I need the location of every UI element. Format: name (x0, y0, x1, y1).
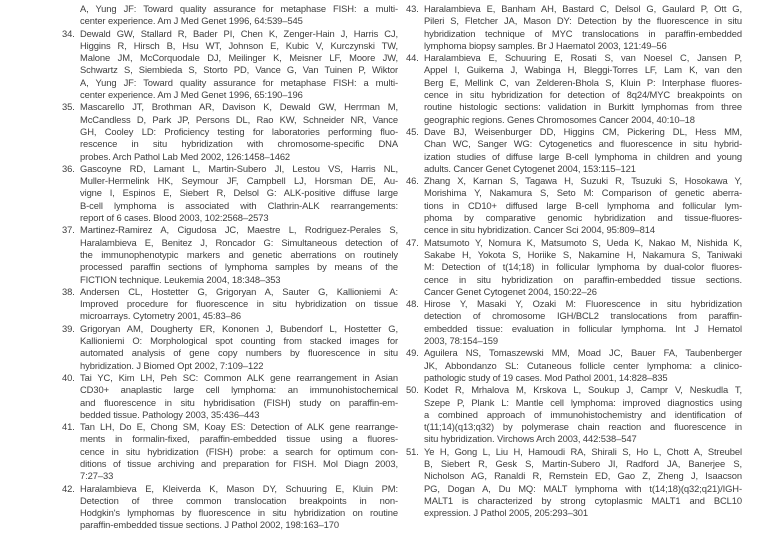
reference-line: 7:27–33 (80, 470, 114, 482)
reference-item (62, 372, 398, 421)
reference-line: geographic regions. Genes Chromosomes Cancer 2004, 40:10–18 (424, 113, 695, 125)
reference-line: center experience. Am J Med Genet 1996, 65:190–196 (80, 89, 303, 101)
reference-line: cence in situ hybridization for detection of 8q24/MYC breakpoints on (424, 89, 742, 101)
reference-line: Haralambieva E, Schuuring E, Rosati S, van Noesel C, Jansen P, (424, 52, 742, 64)
reference-line: Mascarello JT, Brothman AR, Davison K, Dewald GW, Herrman M, (80, 101, 398, 113)
reference-line: M: Detection of t(14;18) in follicular lymphoma by dual-color fluores- (424, 261, 742, 273)
reference-item (406, 347, 742, 384)
reference-line: Morishima Y, Nakamura S, Seto M: Comparison of genetic aberra- (424, 187, 742, 199)
reference-line: routine histologic sections: validation in Burkitt lymphomas from three (424, 101, 742, 113)
reference-line: FICTION technique. Leukemia 2004, 18:348–353 (80, 273, 281, 285)
reference-line: the immunophenotypic markers and genetic aberrations on routinely (80, 248, 398, 260)
reference-item (62, 224, 398, 285)
reference-line: ments in formalin-fixed, paraffin-embedded tissue using a fluores- (80, 433, 398, 445)
reference-line: cence in situ hybridization on paraffin-embedded tissue sections. (424, 273, 742, 285)
reference-item (406, 384, 742, 445)
reference-line: MALT1 is characterized by strong cytoplasmic MALT1 and BCL10 (424, 494, 742, 506)
reference-line: JK, Abbondanzo SL: Cutaneous follicle center lymphoma: a clinico- (424, 359, 742, 371)
reference-number: 36. (62, 162, 75, 174)
reference-line: Berg E, Mellink C, van Zelderen-Bhola S, Kluin P: Interphase fluores- (424, 76, 742, 88)
reference-line: automated analysis of gene copy numbers by fluorescence in situ (80, 347, 398, 359)
reference-line: t(11;14)(q13;q32) by polymerase chain reaction and fluorescence in (424, 421, 742, 433)
reference-line: Chan WC, Sanger WG: Cytogenetics and fluorescence in situ hybrid- (424, 138, 742, 150)
reference-line: cence in situ hybridization. Cancer Sci 2004, 95:809–814 (424, 224, 656, 236)
reference-number: 50. (406, 384, 419, 396)
reference-line: Grigoryan AM, Dougherty ER, Kononen J, Bubendorf L, Hostetter G, (80, 322, 398, 334)
reference-number: 38. (62, 285, 75, 297)
reference-line: report of 6 cases. Blood 2003, 102:2568–2573 (80, 212, 269, 224)
reference-line: vigne I, Espinos E, Siebert R, Delsol G: ALK-positive diffuse large (80, 187, 398, 199)
reference-number: 34. (62, 27, 75, 39)
reference-line: processed paraffin sections of lymphoma samples by means of the (80, 261, 398, 273)
reference-line: Haralambieva E, Kleiverda K, Mason DY, Schuuring E, Kluin PM: (80, 482, 398, 494)
reference-line: A, Yung JF: Toward quality assurance for metaphase FISH: a multi- (80, 76, 398, 88)
reference-number: 46. (406, 175, 419, 187)
reference-item (406, 3, 742, 52)
reference-number: 49. (406, 347, 419, 359)
reference-number: 41. (62, 421, 75, 433)
reference-item (406, 298, 742, 347)
reference-line: tions in CD10+ diffused large B-cell lymphoma and follicular lym- (424, 199, 742, 211)
reference-number: 37. (62, 224, 75, 236)
reference-line: A, Yung JF: Toward quality assurance for metaphase FISH: a multi- (80, 3, 398, 14)
references-column-left (62, 3, 398, 532)
reference-item (406, 126, 742, 175)
reference-line: Dave BJ, Weisenburger DD, Higgins CM, Pickering DL, Hess MM, (424, 125, 742, 137)
reference-line: Matsumoto Y, Nomura K, Matsumoto S, Ueda K, Nakao M, Nishida K, (424, 236, 742, 248)
reference-line: Aguilera NS, Tomaszewski MM, Moad JC, Bauer FA, Taubenberger (424, 347, 742, 359)
reference-number: 44. (406, 52, 419, 64)
reference-line: microarrays. Cytometry 2001, 45:83–86 (80, 310, 241, 322)
reference-line: Tai YC, Kim LH, Peh SC: Common ALK gene rearrangement in Asian (80, 371, 398, 383)
reference-line: hybridization technique of MYC translocations in paraffin-embedded (424, 27, 742, 39)
reference-line: Sakabe H, Yokota S, Horiike S, Nakamine H, Nakamura S, Taniwaki (424, 248, 742, 260)
reference-line: Andersen CL, Hostetter G, Grigoryan A, Sauter G, Kallioniemi A: (80, 285, 398, 297)
reference-item (406, 52, 742, 126)
reference-line: expression. J Pathol 2005, 205:293–301 (424, 507, 589, 519)
reference-number: 51. (406, 445, 419, 457)
reference-number: 35. (62, 101, 75, 113)
reference-line: Nicholson AG, Ranaldi R, Remstein ED, Gao Z, Zheng J, Isaacson (424, 470, 742, 482)
reference-number: 43. (406, 3, 419, 14)
reference-line: Szepe P, Plank L: Mantle cell lymphoma: improved diagnostics using (424, 396, 742, 408)
reference-line: phoma by comparative genomic hybridization and tissue-fluores- (424, 212, 742, 224)
reference-line: Kodet R, Mrhalova M, Krskova L, Soukup J, Campr V, Neskudla T, (424, 384, 742, 396)
reference-item (62, 286, 398, 323)
reference-number: 48. (406, 298, 419, 310)
reference-line: lymphoma biopsy samples. Br J Haematol 2003, 121:49–56 (424, 39, 667, 51)
reference-line: center experience. Am J Med Genet 1996, 64:539–545 (80, 15, 303, 27)
reference-line: detection of chromosome IGH/BCL2 translocations from paraffin- (424, 310, 742, 322)
reference-number: 40. (62, 371, 75, 383)
reference-line: Hirose Y, Masaki Y, Ozaki M: Fluorescence in situ hybridization (424, 298, 742, 310)
reference-line: GH, Cooley LD: Proficiency testing for laboratories performing fluo- (80, 125, 398, 137)
reference-line: Dewald GW, Stallard R, Bader PI, Chen K, Zenger-Hain J, Harris CJ, (80, 27, 398, 39)
reference-line: embedded tissue: evaluation in follicular lymphoma. Int J Hematol (424, 322, 742, 334)
reference-line: bedded tissue. Pathology 2003, 35:436–443 (80, 408, 260, 420)
reference-line: Zhang X, Karnan S, Tagawa H, Suzuki R, Tsuzuki S, Hosokawa Y, (424, 175, 742, 187)
reference-line: Schwartz S, Siembieda S, Storto PD, Vance G, Van Tuinen P, Wiktor (80, 64, 398, 76)
reference-item (406, 175, 742, 236)
reference-line: adults. Cancer Genet Cytogenet 2004, 153:115–121 (424, 162, 636, 174)
reference-line: Tan LH, Do E, Chong SM, Koay ES: Detection of ALK gene rearrange- (80, 421, 398, 433)
reference-item (62, 101, 398, 162)
reference-line: Appel I, Guikema J, Wabinga H, Bleggi-Torres LF, Lam K, van den (424, 64, 742, 76)
reference-item (62, 323, 398, 372)
reference-item (62, 3, 398, 28)
reference-line: Improved procedure for fluorescence in situ hybridization on tissue (80, 298, 398, 310)
reference-line: B, Siebert R, Gesk S, Martin-Subero JI, Radford JA, Banerjee S, (424, 457, 742, 469)
reference-line: Detection of three common translocation breakpoints in non- (80, 494, 398, 506)
reference-line: probes. Arch Pathol Lab Med 2002, 126:1458–1462 (80, 150, 291, 162)
reference-line: CD30+ anaplastic large cell lymphoma: an immunohistochemical (80, 384, 398, 396)
reference-number: 42. (62, 482, 75, 494)
reference-line: ditions of tissue archiving and preparation for FISH. Mol Diagn 2003, (80, 457, 398, 469)
reference-line: a combined approach of immunohistochemistry and identification of (424, 408, 742, 420)
reference-line: Haralambieva E, Benitez J, Roncador G: Simultaneous detection of (80, 236, 398, 248)
reference-item (62, 421, 398, 482)
reference-item (62, 163, 398, 224)
reference-line: B-cell lymphoma is associated with Clathrin-ALK rearrangements: (80, 199, 398, 211)
reference-line: and fluorescence in situ hybridisation (FISH) study on paraffin-em- (80, 396, 398, 408)
reference-line: Malone JM, McCorquodale DJ, Meilinger K, Meisner LF, Moore JW, (80, 52, 398, 64)
reference-number: 45. (406, 125, 419, 137)
reference-line: Haralambieva E, Banham AH, Bastard C, Delsol G, Gaulard P, Ott G, (424, 3, 742, 14)
reference-line: pathologic study of 19 cases. Mod Pathol 2001, 14:828–835 (424, 371, 668, 383)
reference-line: paraffin-embedded tissue sections. J Pathol 2002, 198:163–170 (80, 519, 340, 531)
reference-line: Higgins R, Hirsch B, Hsu WT, Johnson E, Kubic V, Kurczynski TW, (80, 39, 398, 51)
reference-line: Pileri S, Fletcher JA, Mason DY: Detection by the fluorescence in situ (424, 15, 742, 27)
reference-line: situ hybridization. Virchows Arch 2003, 442:538–547 (424, 433, 637, 445)
reference-number: 47. (406, 236, 419, 248)
reference-line: PG, Dogan A, Du MQ: MALT lymphoma with t(14;18)(q32;q21)/IGH- (424, 482, 742, 494)
reference-line: 2003, 78:154–159 (424, 335, 498, 347)
reference-line: Cancer Genet Cytogenet 2004, 150:22–26 (424, 285, 597, 297)
reference-item (62, 28, 398, 102)
reference-line: Gascoyne RD, Lamant L, Martin-Subero JI, Lestou VS, Harris NL, (80, 162, 398, 174)
reference-line: McCandless D, Park JP, Persons DL, Rao KW, Schneider NR, Vance (80, 113, 398, 125)
reference-line: ization studies of diffuse large B-cell lymphoma in children and young (424, 150, 742, 162)
reference-line: Martinez-Ramirez A, Cigudosa JC, Maestre L, Rodriguez-Perales S, (80, 224, 398, 236)
reference-line: Ye H, Gong L, Liu H, Hamoudi RA, Shirali S, Ho L, Chott A, Streubel (424, 445, 742, 457)
reference-item (62, 483, 398, 532)
reference-line: cence in situ hybridization (FISH) probe: a search for optimum con- (80, 445, 398, 457)
reference-line: rescence in situ hybridization with chromosome-specific DNA (80, 138, 398, 150)
reference-line: Kallioniemi O: Morphological spot counting from stacked images for (80, 335, 398, 347)
reference-line: Muller-Hermelink HK, Seymour JF, Campbell LJ, Horsman DE, Au- (80, 175, 398, 187)
reference-item (406, 237, 742, 298)
reference-number: 39. (62, 322, 75, 334)
reference-line: Hodgkin's lymphomas by fluorescence in situ hybridization on routine (80, 507, 398, 519)
references-column-right (406, 3, 742, 519)
reference-line: hybridization. J Biomed Opt 2002, 7:109–122 (80, 359, 264, 371)
reference-item (406, 446, 742, 520)
